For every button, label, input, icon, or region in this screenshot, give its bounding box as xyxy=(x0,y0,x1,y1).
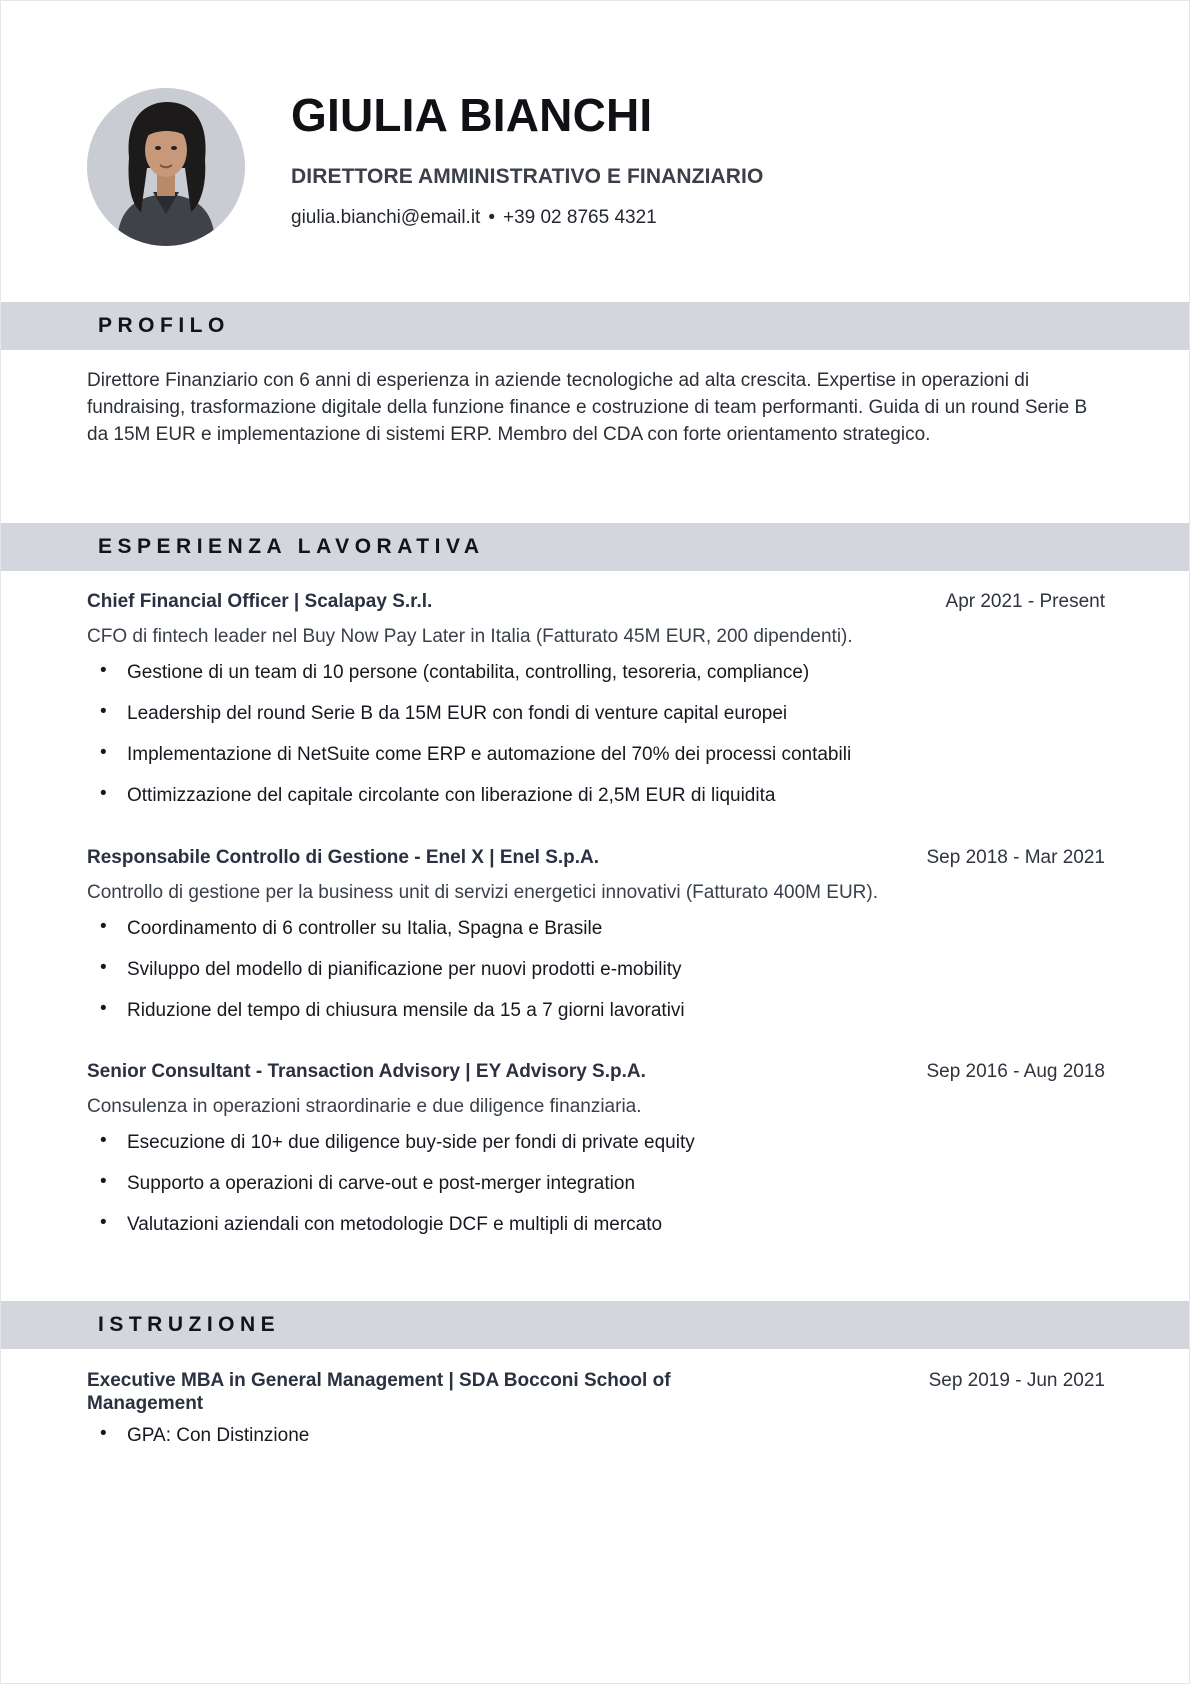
bullet-item: • Ottimizzazione del capitale circolante con liberazione di 2,5M EUR di liquidita xyxy=(87,784,1105,808)
job-header xyxy=(87,590,1105,614)
education-dates: Sep 2019 - Jun 2021 xyxy=(928,1370,1105,1391)
bullet-item: • Esecuzione di 10+ due diligence buy-side per fondi di private equity xyxy=(87,1131,1105,1155)
section-title-profile: PROFILO xyxy=(98,314,230,337)
job-bullets xyxy=(87,1131,1105,1237)
job-dates: Sep 2016 - Aug 2018 xyxy=(926,1061,1105,1082)
job-title: Chief Financial Officer | Scalapay S.r.l. xyxy=(87,591,433,612)
profile-photo xyxy=(87,88,245,246)
job-header xyxy=(87,1060,1105,1084)
section-bar-experience xyxy=(1,523,1189,571)
bullet-item: • Gestione di un team di 10 persone (contabilita, controlling, tesoreria, compliance) xyxy=(87,661,1105,685)
job-dates: Sep 2018 - Mar 2021 xyxy=(926,847,1105,868)
education-title: Executive MBA in General Management | SDA Bocconi School of Management xyxy=(87,1370,671,1414)
job-entry xyxy=(87,590,1105,808)
education-bullets xyxy=(87,1424,1105,1448)
bullet-item: • Riduzione del tempo di chiusura mensile da 15 a 7 giorni lavorativi xyxy=(87,999,1105,1023)
bullet-item: • Coordinamento di 6 controller su Italia, Spagna e Brasile xyxy=(87,917,1105,941)
job-title: Responsabile Controllo di Gestione - Enel X | Enel S.p.A. xyxy=(87,847,600,868)
contact-separator: • xyxy=(488,207,495,228)
job-header xyxy=(87,846,1105,870)
job-dates: Apr 2021 - Present xyxy=(945,591,1105,612)
contact-line xyxy=(291,206,657,230)
bullet-item: • Sviluppo del modello di pianificazione per nuovi prodotti e-mobility xyxy=(87,958,1105,982)
job-role: DIRETTORE AMMINISTRATIVO E FINANZIARIO xyxy=(291,165,764,188)
bullet-item: • Leadership del round Serie B da 15M EUR con fondi di venture capital europei xyxy=(87,702,1105,726)
section-title-experience: ESPERIENZA LAVORATIVA xyxy=(98,535,485,558)
section-bar-profile xyxy=(1,302,1189,350)
profile-summary: Direttore Finanziario con 6 anni di esperienza in aziende tecnologiche ad alta crescita. Expertise in operazioni di fundraising, trasformazione digitale della funzione finance e costruzione di team performanti. Guida di un round Serie B da 15M EUR e implementazione di sistemi ERP. Membro del CDA con forte orientamento strategico. xyxy=(87,370,1088,445)
bullet-item: • Valutazioni aziendali con metodologie DCF e multipli di mercato xyxy=(87,1213,1105,1237)
bullet-item: • GPA: Con Distinzione xyxy=(87,1424,1105,1448)
job-description: CFO di fintech leader nel Buy Now Pay Later in Italia (Fatturato 45M EUR, 200 dipendenti). xyxy=(87,626,853,647)
section-title-education: ISTRUZIONE xyxy=(98,1313,281,1336)
candidate-name: GIULIA BIANCHI xyxy=(291,89,653,141)
job-bullets xyxy=(87,917,1105,1023)
job-description: Consulenza in operazioni straordinarie e due diligence finanziaria. xyxy=(87,1096,642,1117)
job-entry xyxy=(87,846,1105,1023)
job-bullets xyxy=(87,661,1105,808)
bullet-item: • Supporto a operazioni di carve-out e post-merger integration xyxy=(87,1172,1105,1196)
email-text: giulia.bianchi@email.it xyxy=(291,207,481,228)
job-description: Controllo di gestione per la business unit di servizi energetici innovativi (Fatturato 400M EUR). xyxy=(87,882,878,903)
bullet-item: • Implementazione di NetSuite come ERP e automazione del 70% dei processi contabili xyxy=(87,743,1105,767)
job-title: Senior Consultant - Transaction Advisory | EY Advisory S.p.A. xyxy=(87,1061,646,1082)
education-entry xyxy=(87,1369,1105,1448)
job-entry xyxy=(87,1060,1105,1237)
phone-text: +39 02 8765 4321 xyxy=(502,207,657,228)
section-bar-education xyxy=(1,1301,1189,1349)
